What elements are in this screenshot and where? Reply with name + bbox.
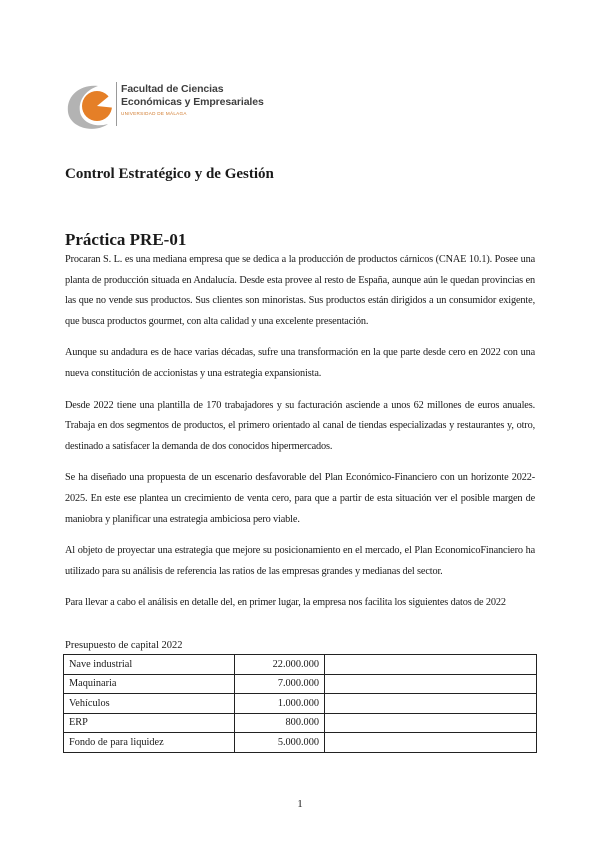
paragraph-4: Se ha diseñado una propuesta de un escenario desfavorable del Plan Económico-Financiero con un horizonte 2022-2025. En este ese plantea un crecimiento de venta cero, para que a partir de esta situación ver el posible margen de maniobra y planificar una estrategia ambiciosa pero viable. xyxy=(65,472,535,525)
table-cell-item: Fondo de para liquidez xyxy=(64,733,235,753)
table-cell-value: 1.000.000 xyxy=(235,694,325,714)
page-number: 1 xyxy=(297,798,303,810)
table-cell-value: 22.000.000 xyxy=(235,655,325,675)
table-caption: Presupuesto de capital 2022 xyxy=(65,640,183,651)
faculty-emblem-icon xyxy=(64,78,120,132)
paragraph-1: Procaran S. L. es una mediana empresa que se dedica a la producción de productos cárnicos (CNAE 10.1). Posee una planta de producción situada en Andalucía. Desde esta provee al resto de España, aunque aún le quedan provincias en las que no vende sus productos. Sus clientes son minoristas. Sus productos están dirigidos a un consumidor exigente, que busca productos gourmet, con alta calidad y una excelente presentación. xyxy=(65,254,535,327)
table-row xyxy=(64,733,537,753)
paragraph-2: Aunque su andadura es de hace varias décadas, sufre una transformación en la que parte desde cero en 2022 con una nueva constitución de accionistas y una estrategia expansionista. xyxy=(65,347,535,379)
table-cell-note xyxy=(325,674,537,694)
table-cell-value: 800.000 xyxy=(235,713,325,733)
course-title: Control Estratégico y de Gestión xyxy=(65,166,274,182)
logo-subline: UNIVERSIDAD DE MÁLAGA xyxy=(121,111,187,116)
table-cell-note xyxy=(325,713,537,733)
table-cell-note xyxy=(325,694,537,714)
logo-line-2: Económicas y Empresariales xyxy=(121,96,264,108)
table-row xyxy=(64,674,537,694)
logo-text xyxy=(121,83,264,116)
table-cell-value: 5.000.000 xyxy=(235,733,325,753)
table-cell-note xyxy=(325,655,537,675)
table-row xyxy=(64,694,537,714)
body-text xyxy=(65,250,535,625)
practice-title: Práctica PRE-01 xyxy=(65,230,187,249)
paragraph-3: Desde 2022 tiene una plantilla de 170 trabajadores y su facturación asciende a unos 62 millones de euros anuales. Trabaja en dos segmentos de productos, el primero orientado al canal de tiendas especializadas y restaurantes y, otro, destinado a satisfacer la demanda de dos conocidos hipermercados. xyxy=(65,399,535,452)
table-cell-item: Maquinaria xyxy=(64,674,235,694)
table-cell-item: Nave industrial xyxy=(64,655,235,675)
faculty-logo xyxy=(64,78,264,132)
emblem-divider xyxy=(116,82,117,126)
table-cell-value: 7.000.000 xyxy=(235,674,325,694)
capital-budget-table xyxy=(63,654,537,753)
table-cell-item: ERP xyxy=(64,713,235,733)
paragraph-5: Al objeto de proyectar una estrategia que mejore su posicionamiento en el mercado, el Plan EconomicoFinanciero ha utilizado para su análisis de referencia las ratios de las empresas grandes y medianas del sector. xyxy=(65,545,535,577)
table-row xyxy=(64,713,537,733)
table-cell-item: Vehículos xyxy=(64,694,235,714)
table-row xyxy=(64,655,537,675)
table-cell-note xyxy=(325,733,537,753)
paragraph-6: Para llevar a cabo el análisis en detalle del, en primer lugar, la empresa nos facilita los siguientes datos de 2022 xyxy=(65,597,506,609)
logo-line-1: Facultad de Ciencias xyxy=(121,83,224,95)
